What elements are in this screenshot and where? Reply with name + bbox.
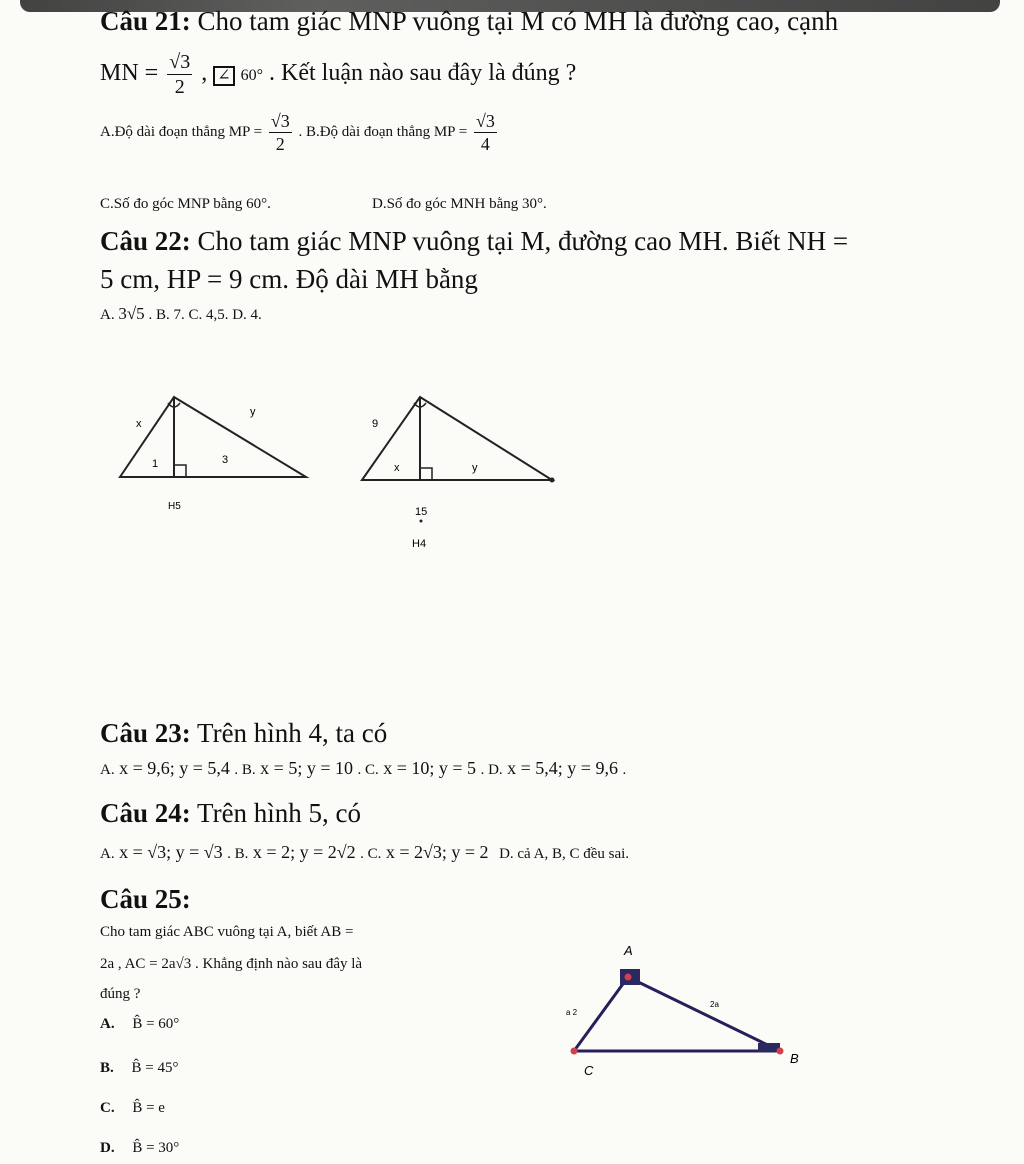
h4-point [550, 478, 555, 483]
h4-y: y [472, 462, 478, 474]
q23-line [100, 718, 387, 749]
q23-optC-label: . C. [357, 762, 379, 778]
abc-point-c [571, 1048, 578, 1055]
q25-optD: B̂ = 30° [132, 1140, 180, 1156]
q24-heading: Câu 24: [100, 798, 191, 828]
q22-optA: 3√5 [118, 304, 145, 323]
h4-right-angle [420, 468, 432, 480]
q21-given [100, 52, 576, 97]
q24-optA-label: A. [100, 846, 115, 862]
q23-optC: x = 10; y = 5 [383, 758, 477, 778]
abc-label-a: A [624, 943, 633, 958]
h5-triangle [120, 397, 306, 477]
q21-mn-num: √3 [169, 51, 191, 73]
abc-label-b: B [790, 1051, 799, 1066]
q23-optA: x = 9,6; y = 5,4 [119, 758, 230, 778]
h4-x: x [394, 462, 400, 474]
q25-optA: B̂ = 60° [132, 1016, 180, 1032]
q23-optD-label: . D. [480, 762, 503, 778]
q25-optC-row [100, 1100, 165, 1117]
q22-other-options: . B. 7. C. 4,5. D. 4. [148, 307, 262, 323]
abc-point-b [777, 1048, 784, 1055]
q23-optB: x = 5; y = 10 [260, 758, 353, 778]
q24-text: Trên hình 5, có [197, 798, 362, 828]
q23-optD: x = 5,4; y = 9,6 [507, 758, 618, 778]
q25-line1: Cho tam giác ABC vuông tại A, biết AB = [100, 924, 354, 940]
h4-dot [420, 520, 423, 523]
q24-optC: x = 2√3; y = 2 [385, 842, 489, 862]
q21-mn-fraction [167, 52, 192, 97]
abc-label-c: C [584, 1063, 594, 1078]
q21-mn-den: 2 [174, 76, 185, 98]
q22-text2: 5 cm, HP = 9 cm. Độ dài MH bằng [100, 264, 478, 294]
h4-nine: 9 [372, 418, 379, 430]
q21-optB-den: 4 [480, 134, 490, 154]
q21-options-ab [100, 112, 500, 153]
q24-optD: D. cả A, B, C đều sai. [499, 846, 630, 862]
q25-heading: Câu 25: [100, 884, 191, 914]
h5-caption: H5 [168, 501, 181, 512]
q25-optC: B̂ = e [132, 1100, 165, 1116]
q23-options [100, 758, 626, 779]
q24-optB: x = 2; y = 2√2 [252, 842, 356, 862]
q21-optB: . B.Độ dài đoạn thẳng MP = [298, 123, 468, 140]
figure-h5 [110, 385, 320, 515]
h5-three: 3 [222, 454, 229, 466]
q25-optB-row [100, 1060, 178, 1077]
abc-point-a [625, 974, 632, 981]
q24-optA: x = √3; y = √3 [119, 842, 223, 862]
q23-end: . [622, 762, 627, 778]
q25-optB-label: B. [100, 1060, 114, 1076]
q21-optB-fraction [474, 112, 497, 153]
q24-optB-label: . B. [227, 846, 249, 862]
q25-optA-label: A. [100, 1016, 115, 1032]
figure-h4 [350, 385, 570, 555]
abc-triangle [574, 977, 780, 1051]
h5-one: 1 [152, 458, 159, 470]
h5-y: y [250, 406, 256, 418]
q25-optA-row [100, 1016, 179, 1033]
q22-options [100, 304, 262, 324]
abc-label-ab: 2a [710, 1000, 719, 1009]
q21-optC: C.Số đo góc MNP bằng 60°. [100, 196, 271, 212]
abc-label-ac: a 2 [566, 1008, 578, 1017]
q22-heading: Câu 22: [100, 226, 191, 256]
q21-heading: Câu 21: [100, 6, 191, 36]
q24-optC-label: . C. [360, 846, 382, 862]
q25-optD-row [100, 1140, 179, 1157]
h4-fifteen: 15 [415, 506, 428, 518]
q22-line1 [100, 226, 848, 257]
q25-optC-label: C. [100, 1100, 115, 1116]
q21-optA-den: 2 [275, 134, 285, 154]
h4-caption: H4 [412, 538, 427, 550]
q24-line [100, 798, 361, 829]
q21-sep: , [201, 60, 208, 87]
q23-optB-label: . B. [234, 762, 256, 778]
q21-angle-value: 60° [240, 67, 264, 85]
h5-right-angle [174, 465, 186, 477]
q22-optA-label: A. [100, 307, 115, 323]
q21-optA-num: √3 [270, 111, 290, 131]
q21-optA-fraction [269, 112, 292, 153]
q21-optA: A.Độ dài đoạn thẳng MP = [100, 123, 263, 140]
q25-line2: 2a , AC = 2a√3 . Khẳng định nào sau đây là [100, 956, 363, 972]
q21-mn-label: MN = [100, 60, 159, 87]
q21-optD: D.Số đo góc MNH bằng 30°. [372, 196, 547, 212]
q23-optA-label: A. [100, 762, 115, 778]
q25-line3: đúng ? [100, 986, 141, 1002]
q21-question: . Kết luận nào sau đây là đúng ? [269, 60, 577, 87]
q21-line1 [100, 6, 838, 37]
q23-heading: Câu 23: [100, 718, 191, 748]
figure-abc [550, 935, 820, 1085]
q21-text: Cho tam giác MNP vuông tại M có MH là đường cao, cạnh [197, 6, 839, 36]
q22-text1: Cho tam giác MNP vuông tại M, đường cao MH. Biết NH = [197, 226, 849, 256]
q24-options [100, 842, 629, 863]
h4-triangle [362, 397, 552, 480]
q23-text: Trên hình 4, ta có [197, 718, 388, 748]
angle-icon: ∠ [213, 66, 234, 86]
h5-x: x [136, 418, 142, 430]
q25-optD-label: D. [100, 1140, 115, 1156]
q25-optB: B̂ = 45° [131, 1060, 179, 1076]
q25-heading-line [100, 884, 191, 915]
q21-optB-num: √3 [475, 111, 495, 131]
